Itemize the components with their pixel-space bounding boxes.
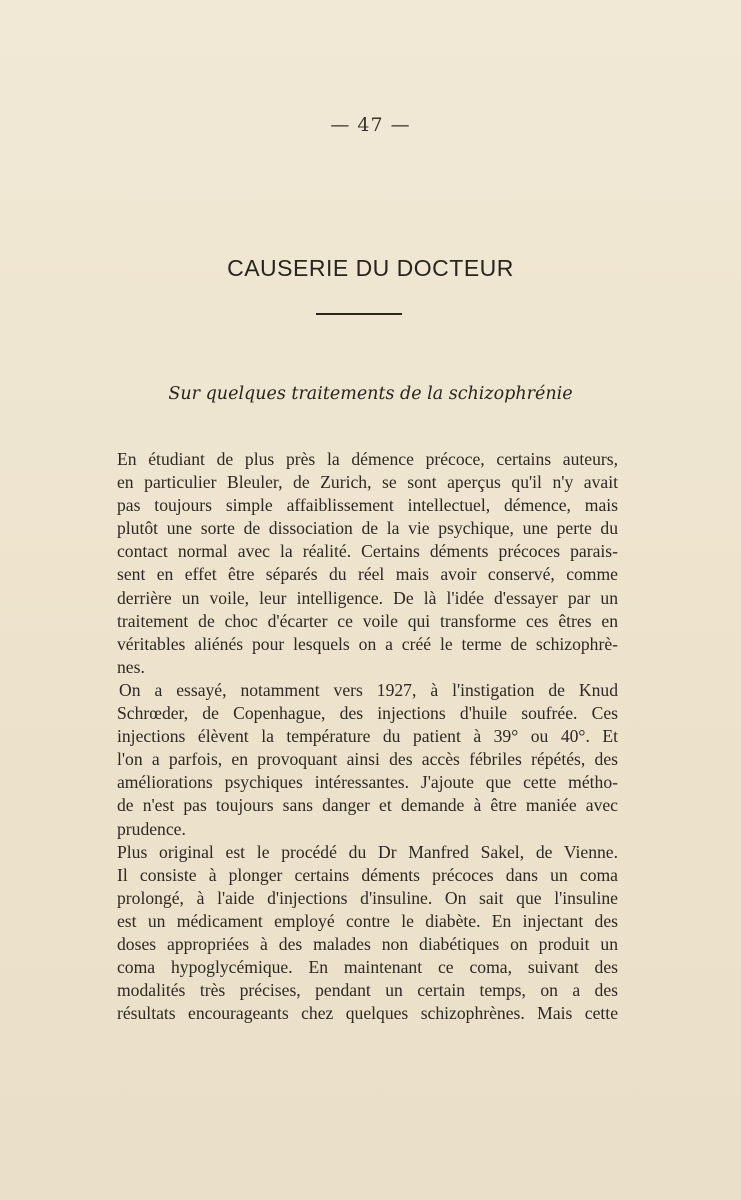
text-line: améliorations psychiques intéressantes. J'ajoute que cette métho-	[117, 772, 618, 793]
text-line: Plus original est le procédé du Dr Manfred Sakel, de Vienne.	[117, 841, 618, 862]
text-line: plutôt une sorte de dissociation de la vie psychique, une perte du	[117, 518, 618, 539]
text-line: modalités très précises, pendant un certain temps, on a des	[117, 980, 618, 1001]
text-line: doses appropriées à des malades non diabétiques on produit un	[117, 933, 618, 954]
paragraph-3	[117, 841, 618, 1026]
title-divider	[316, 313, 402, 315]
text-line: sent en effet être séparés du réel mais avoir conservé, comme	[117, 564, 618, 585]
article-subtitle: Sur quelques traitements de la schizophrénie	[168, 384, 573, 404]
text-line: traitement de choc d'écarter ce voile qui transforme ces êtres en	[117, 610, 618, 631]
text-line: On a essayé, notamment vers 1927, à l'instigation de Knud	[119, 679, 618, 700]
text-line: résultats encourageants chez quelques schizophrènes. Mais cette	[117, 1003, 618, 1024]
article-title: CAUSERIE DU DOCTEUR	[227, 255, 514, 281]
text-line: Schrœder, de Copenhague, des injections d'huile soufrée. Ces	[117, 703, 618, 724]
text-line: pas toujours simple affaiblissement intellectuel, démence, mais	[117, 495, 618, 516]
paragraph-1	[117, 448, 618, 679]
text-line: l'on a parfois, en provoquant ainsi des accès fébriles répétés, des	[117, 749, 618, 770]
text-line: contact normal avec la réalité. Certains déments précoces parais-	[117, 541, 618, 562]
text-line: coma hypoglycémique. En maintenant ce coma, suivant des	[117, 957, 618, 978]
text-line: En étudiant de plus près la démence précoce, certains auteurs,	[117, 449, 618, 469]
text-line: prolongé, à l'aide d'injections d'insuline. On sait que l'insuline	[117, 887, 618, 908]
text-line: injections élèvent la température du patient à 39° ou 40°. Et	[117, 726, 618, 747]
text-line: nes.	[117, 656, 145, 677]
body-text	[117, 448, 618, 1025]
text-line: est un médicament employé contre le diabète. En injectant des	[117, 910, 618, 931]
paragraph-2	[117, 679, 618, 841]
text-line: derrière un voile, leur intelligence. De là l'idée d'essayer par un	[117, 587, 618, 608]
text-line: Il consiste à plonger certains déments précoces dans un coma	[117, 864, 618, 885]
text-line: en particulier Bleuler, de Zurich, se sont aperçus qu'il n'y avait	[117, 472, 618, 493]
text-line: prudence.	[117, 818, 186, 839]
text-line: véritables aliénés pour lesquels on a créé le terme de schizophrè-	[117, 633, 618, 654]
page-number: — 47 —	[330, 114, 411, 136]
text-line: de n'est pas toujours sans danger et demande à être maniée avec	[117, 795, 618, 816]
